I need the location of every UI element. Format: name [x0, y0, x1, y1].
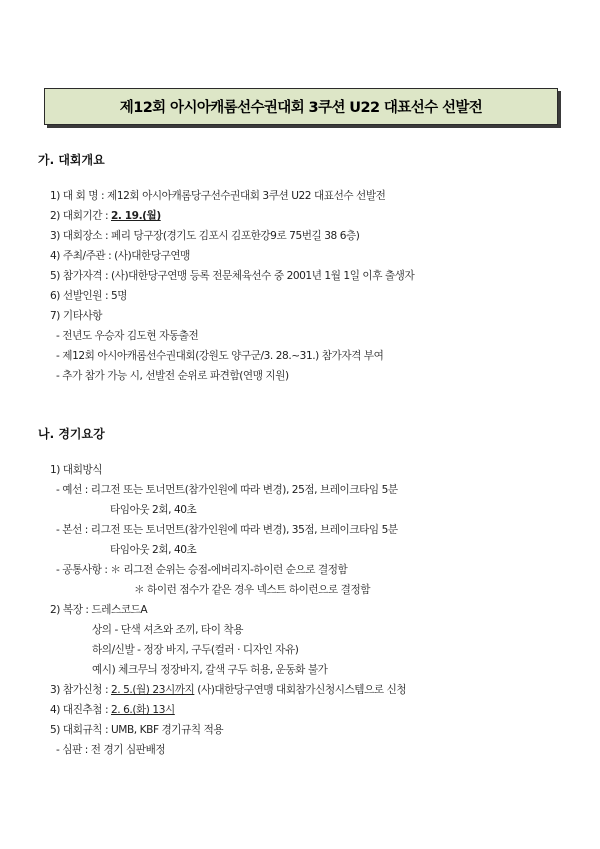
overview-item-1 [50, 188, 385, 203]
document-title: 제12회 아시아캐롬선수권대회 3쿠션 U22 대표선수 선발전 [119, 100, 483, 116]
final-line-1: - 본선 : 리그전 또는 토너먼트(참가인원에 따라 변경), 35점, 브레이크타임 5분 [56, 524, 398, 536]
dress-top: 상의 - 단색 셔츠와 조끼, 타이 착용 [92, 624, 243, 636]
overview-item-5 [50, 268, 414, 283]
overview-note-2: - 제12회 아시아캐롬선수권대회(강원도 양구군/3. 28.~31.) 참가자격 부여 [56, 350, 384, 362]
registration-line [50, 682, 406, 697]
item-text: 기타사항 [62, 310, 103, 322]
prelim-line-2: 타임아웃 2회, 40초 [110, 504, 197, 516]
common-line-1: - 공통사항 : ＊ 리그전 순위는 승점-에버리지-하이런 순으로 결정함 [56, 564, 348, 576]
overview-note-1: - 전년도 우승자 김도현 자동출전 [56, 330, 199, 342]
prelim-line-1: - 예선 : 리그전 또는 토너먼트(참가인원에 따라 변경), 25점, 브레이크타임 5분 [56, 484, 398, 496]
overview-item-4 [50, 248, 190, 263]
item-text: 대 회 명 : 제12회 아시아캐롬당구선수권대회 3쿠션 U22 대표선수 선발전 [62, 190, 386, 202]
item-label: 대회기간 : [62, 210, 111, 222]
item-number: 3) [50, 684, 60, 696]
item-text: 복장 : 드레스코드A [62, 604, 148, 616]
dress-example: 예시) 체크무늬 정장바지, 갈색 구두 허용, 운동화 불가 [92, 664, 328, 676]
item-text: 주최/주관 : (사)대한당구연맹 [62, 250, 190, 262]
item-number: 5) [50, 270, 60, 282]
item-number: 1) [50, 190, 60, 202]
dress-heading [50, 602, 147, 617]
item-number: 4) [50, 250, 60, 262]
item-text: 대회장소 : 페리 당구장(경기도 김포시 김포한강9로 75번길 38 6층) [62, 230, 360, 242]
draw-date: 2. 6.(화) 13시 [111, 704, 175, 716]
section-heading-overview: 가. 대회개요 [38, 153, 105, 167]
item-text: 참가자격 : (사)대한당구연맹 등록 전문체육선수 중 2001년 1월 1일 이후 출생자 [62, 270, 415, 282]
item-number: 1) [50, 464, 60, 476]
item-label: 대진추첨 : [62, 704, 111, 716]
item-number: 4) [50, 704, 60, 716]
item-text: 선발인원 : 5명 [62, 290, 128, 302]
referee-line: - 심판 : 전 경기 심판배정 [56, 744, 166, 756]
item-number: 5) [50, 724, 60, 736]
item-number: 2) [50, 210, 60, 222]
overview-item-2 [50, 208, 161, 223]
overview-note-3: - 추가 참가 가능 시, 선발전 순위로 파견함(연맹 지원) [56, 370, 289, 382]
item-label: 참가신청 : [62, 684, 111, 696]
event-date: 2. 19.(월) [111, 210, 161, 222]
item-number: 6) [50, 290, 60, 302]
item-number: 7) [50, 310, 60, 322]
method-heading [50, 462, 102, 477]
dress-bottom: 하의/신발 - 정장 바지, 구두(컬러 · 디자인 자유) [92, 644, 299, 656]
registration-text: (사)대한당구연맹 대회참가신청시스템으로 신청 [194, 684, 407, 696]
registration-deadline: 2. 5.(월) 23시까지 [111, 684, 195, 696]
section-heading-rules: 나. 경기요강 [38, 427, 105, 441]
overview-item-6 [50, 288, 127, 303]
item-text: 대회규칙 : UMB, KBF 경기규칙 적용 [62, 724, 224, 736]
rules-line [50, 722, 223, 737]
overview-item-7 [50, 308, 102, 323]
draw-line [50, 702, 175, 717]
final-line-2: 타임아웃 2회, 40초 [110, 544, 197, 556]
common-line-2: ＊ 하이런 점수가 같은 경우 넥스트 하이런으로 결정함 [134, 584, 371, 596]
item-number: 2) [50, 604, 60, 616]
overview-item-3 [50, 228, 360, 243]
item-number: 3) [50, 230, 60, 242]
document-title-box [44, 88, 558, 125]
item-text: 대회방식 [62, 464, 103, 476]
